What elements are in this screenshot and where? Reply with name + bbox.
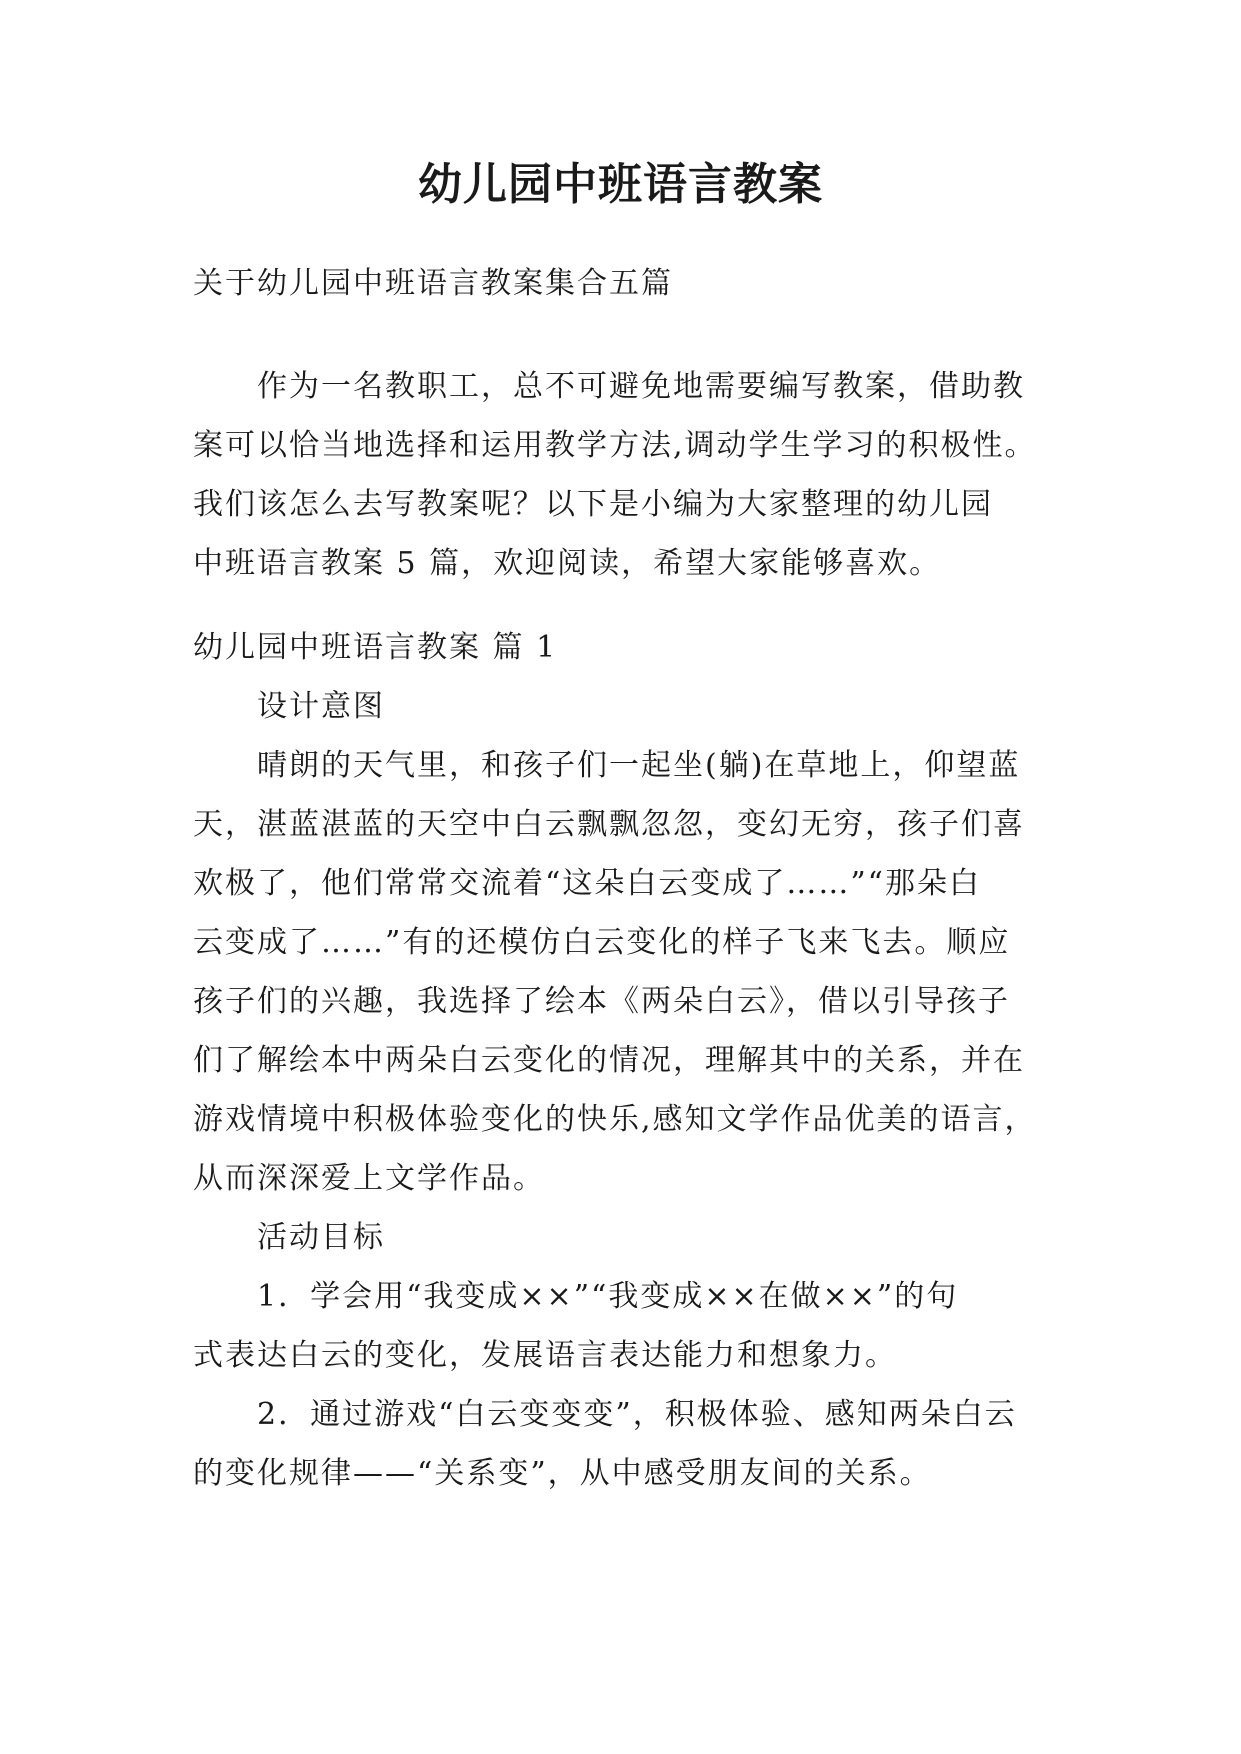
design-intent-line: 晴朗的天气里，和孩子们一起坐(躺)在草地上，仰望蓝: [193, 748, 1021, 783]
goal-line: 2．通过游戏“白云变变变”，积极体验、感知两朵白云: [193, 1397, 1017, 1432]
design-intent-line: 从而深深爱上文学作品。: [193, 1161, 545, 1196]
design-intent-line: 们了解绘本中两朵白云变化的情况，理解其中的关系，并在: [193, 1043, 1025, 1078]
intro-line: 作为一名教职工，总不可避免地需要编写教案，借助教: [193, 369, 1025, 404]
design-intent-line: 云变成了……”有的还模仿白云变化的样子飞来飞去。顺应: [193, 925, 1011, 960]
subtitle-block: [193, 254, 1053, 313]
section-heading: 幼儿园中班语言教案 篇 1: [193, 630, 558, 665]
design-intent-line: 天，湛蓝湛蓝的天空中白云飘飘忽忽，变幻无穷，孩子们喜: [193, 807, 1025, 842]
intro-line: 中班语言教案 5 篇，欢迎阅读，希望大家能够喜欢。: [193, 546, 942, 581]
design-intent-line: 孩子们的兴趣，我选择了绘本《两朵白云》，借以引导孩子: [193, 984, 1010, 1019]
intro-line: 我们该怎么去写教案呢？以下是小编为大家整理的幼儿园: [193, 487, 993, 522]
intro-paragraph: [193, 357, 1053, 593]
design-intent-heading: 设计意图: [193, 689, 385, 724]
goals-heading: 活动目标: [193, 1220, 385, 1255]
goal-line: 的变化规律——“关系变”，从中感受朋友间的关系。: [193, 1456, 932, 1491]
lesson-section: [193, 618, 1053, 1503]
design-intent-line: 欢极了，他们常常交流着“这朵白云变成了……”“那朵白: [193, 866, 982, 901]
document-subtitle: 关于幼儿园中班语言教案集合五篇: [193, 266, 673, 301]
document-title: 幼儿园中班语言教案: [418, 159, 823, 210]
intro-line: 案可以恰当地选择和运用教学方法,调动学生学习的积极性。: [193, 428, 1037, 463]
design-intent-line: 游戏情境中积极体验变化的快乐,感知文学作品优美的语言，: [193, 1102, 1037, 1137]
goal-line: 式表达白云的变化，发展语言表达能力和想象力。: [193, 1338, 897, 1373]
goal-line: 1．学会用“我变成××”“我变成××在做××”的句: [193, 1279, 959, 1314]
